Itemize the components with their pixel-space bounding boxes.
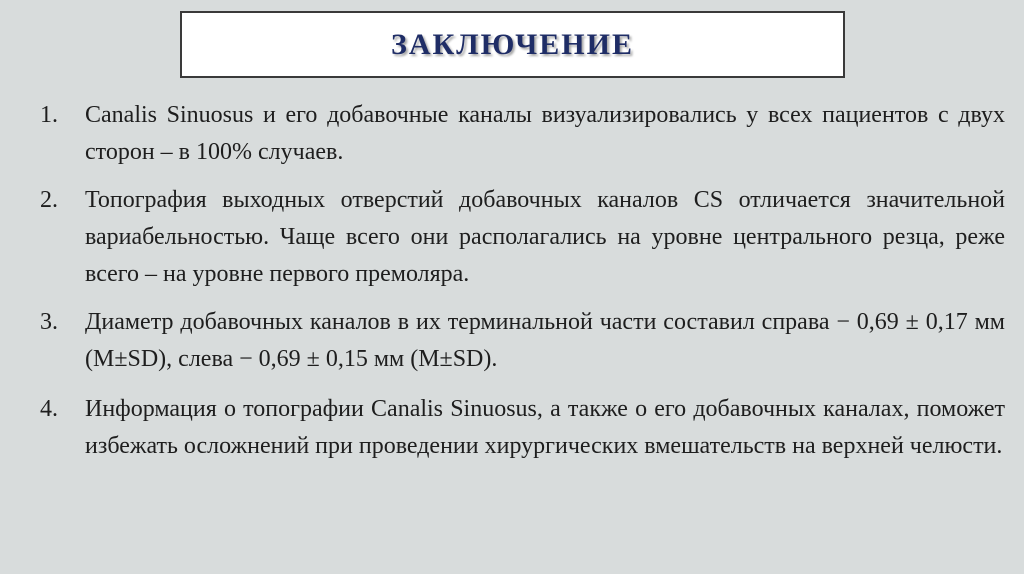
list-item: [40, 304, 1005, 378]
list-item: [40, 97, 1005, 171]
list-item-number: 2.: [40, 187, 58, 213]
slide-title: ЗАКЛЮЧЕНИЕ: [391, 27, 634, 61]
list-item-number: 3.: [40, 309, 58, 335]
list-item: [40, 182, 1005, 293]
list-item: [40, 391, 1005, 465]
list-item-text: Диаметр добавочных каналов в их терминальной части составил справа − 0,69 ± 0,17 мм (M±SD), слева − 0,69 ± 0,15 мм (M±SD).: [85, 309, 1005, 372]
list-item-text: Информация о топографии Canalis Sinuosus, а также о его добавочных каналах, поможет избежать осложнений при проведении хирургических вмешательств на верхней челюсти.: [85, 396, 1005, 459]
conclusion-list: [40, 97, 1005, 476]
title-box: [180, 11, 845, 78]
list-item-number: 1.: [40, 102, 58, 128]
list-item-text: Canalis Sinuosus и его добавочные каналы визуализировались у всех пациентов с двух сторон – в 100% случаев.: [85, 102, 1005, 165]
list-item-number: 4.: [40, 396, 58, 422]
list-item-text: Топография выходных отверстий добавочных каналов CS отличается значительной вариабельностью. Чаще всего они располагались на уровне центрального резца, реже всего – на уровне первого премоляра.: [85, 187, 1005, 287]
